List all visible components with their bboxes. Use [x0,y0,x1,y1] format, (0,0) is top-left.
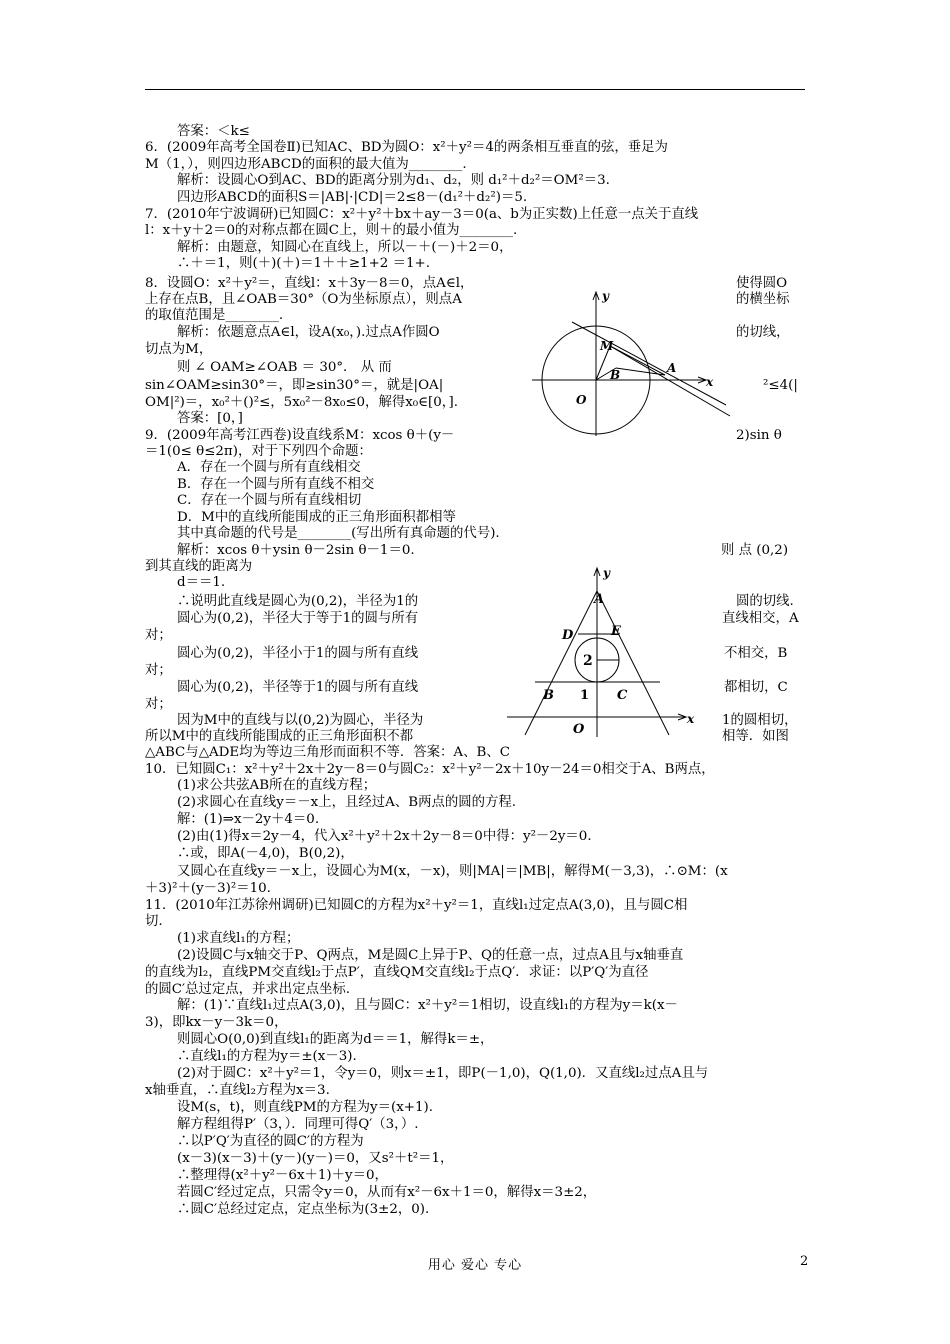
text-line: 解：(1)⇒x－2y＋4＝0. [177,812,320,827]
text-line: 的取值范围是________. [145,308,284,323]
label-b: B [610,368,621,382]
text-line: OM|²)＝，x₀²＋()²≤，5x₀²－8x₀≤0，解得x₀∈[0，]. [145,395,458,410]
text-line: 其中真命题的代号是________(写出所有真命题的代号). [177,526,500,541]
label-o: O [576,393,587,407]
label-x: x [706,375,714,389]
text-line: C．存在一个圆与所有直线相切 [177,493,362,508]
text-line: l：x＋y＋2＝0的对称点都在圆C上，则＋的最小值为________. [145,223,518,238]
text-line: (2)求圆心在直线y＝－x上，且经过A、B两点的圆的方程. [177,795,517,810]
text-line: 答案：[0，] [177,411,243,426]
text-line: 都相切，C [724,680,788,695]
text-line: ∴以P′Q′为直径的圆C′的方程为 [177,1134,364,1149]
text-line: 上存在点B，且∠OAB＝30°（O为坐标原点），则点A [145,292,462,307]
text-line: 若圆C′经过定点，只需令y＝0，从而有x²－6x＋1＝0，解得x＝3±2， [177,1185,597,1200]
text-line: ∴＋＝1，则(＋)(＋)＝1＋＋≥1+2 ＝1+. [177,256,430,271]
header-rule [145,89,805,90]
text-line: 2)sin θ [736,428,782,443]
text-line: (2)设圆C与x轴交于P、Q两点，M是圆C上异于P、Q的任意一点，过点A且与x轴垂直 [177,948,684,963]
text-line: 圆的切线. [736,594,794,609]
text-line: 的圆C′总过定点，并求出定点坐标. [145,982,351,997]
text-line: 因为M中的直线与以(0,2)为圆心，半径为 [177,713,424,728]
text-line: 1的圆相切， [722,713,798,728]
text-line: A．存在一个圆与所有直线相交 [177,460,361,475]
text-line: 四边形ABCD的面积S＝|AB|·|CD|＝2≤8－(d₁²＋d₂²)＝5. [177,190,528,205]
label-b: B [543,688,554,703]
text-line: (x－3)(x－3)＋(y－)(y－)＝0，又s²＋t²＝1， [177,1151,454,1166]
text-line: 6．(2009年高考全国卷Ⅱ)已知AC、BD为圆O：x²＋y²＝4的两条相互垂直的弦，垂足为 [145,140,668,155]
label-a: A [594,592,605,607]
text-line: 解析：设圆心O到AC、BD的距离分别为d₁、d₂，则 d₁²＋d₂²＝OM²＝3. [177,173,610,188]
text-line: ＝1(0≤ θ≤2π)，对于下列四个命题： [145,444,372,459]
text-line: 对； [145,697,172,712]
text-line: 使得圆O [736,276,788,291]
text-line: 9．(2009年高考江西卷)设直线系M：xcos θ＋(y－ [145,428,455,443]
text-line: ＋3)²＋(y－3)²＝10. [145,881,271,896]
text-line: 切. [145,914,163,929]
text-line: 则 点 (0,2) [721,543,789,558]
text-line: 圆心为(0,2)，半径大于等于1的圆与所有 [177,611,419,626]
text-line: ∴圆C′总经过定点，定点坐标为(3±2，0). [177,1202,430,1217]
text-line: 11．(2010年江苏徐州调研)已知圆C的方程为x²＋y²＝1，直线l₁过定点A(3,0)，且与圆C相 [145,898,688,913]
text-line: 解方程组得P′（3，）．同理可得Q′（3，）. [177,1117,419,1132]
label-x: x [687,712,695,726]
label-o: O [573,722,585,737]
label-d: D [562,628,574,643]
text-line: 对； [145,628,172,643]
label-y: y [603,566,610,580]
triangle-right-side [597,591,669,735]
text-line: 设M(s，t)，则直线PM的方程为y＝(x+1). [177,1100,433,1115]
text-line: 所以M中的直线所能围成的正三角形面积不都 [145,729,414,744]
page-number: 2 [800,1254,809,1269]
text-line: ∴说明此直线是圆心为(0,2)，半径为1的 [177,594,419,609]
text-line: 相等．如图 [722,729,789,744]
text-line: x轴垂直，∴直线l₂方程为x＝3. [145,1083,330,1098]
text-line: 的切线， [736,325,790,340]
text-line: 又圆心在直线y＝－x上，设圆心为M(x，－x)，则|MA|＝|MB|，解得M(－3,3)，∴⊙M：(x [177,864,728,879]
text-line: 解析：xcos θ＋ysin θ－2sin θ－1＝0. [177,543,415,558]
text-line: (2)由(1)得x＝2y－4，代入x²＋y²＋2x＋2y－8＝0中得：y²－2y＝0. [177,829,592,844]
text-line: (1)求直线l₁的方程； [177,931,300,946]
text-line: sin∠OAM≥sin30°＝，即≥sin30°＝，就是|OA| [145,378,444,393]
figure-triangle-circle [505,555,715,745]
label-1: 1 [580,688,590,703]
label-m: M [600,339,614,353]
text-line: ∴直线l₁的方程为y＝±(x－3). [177,1049,357,1064]
text-line: 则 ∠ OAM≥∠OAB ＝ 30°． 从 而 [177,360,392,375]
text-line: ²≤4(| [763,378,798,393]
label-y: y [602,289,609,303]
text-line: 7．(2010年宁波调研)已知圆C：x²＋y²＋bx＋ay－3＝0(a、b为正实数)上任意一点关于直线 [145,207,699,222]
text-line: 到其直线的距离为 [145,559,253,574]
label-c: C [617,688,628,703]
text-line: M（1，），则四边形ABCD的面积的最大值为________. [145,157,467,172]
text-line: 切点为M， [145,342,213,357]
text-line: 直线相交，A [722,611,799,626]
text-line: 对； [145,663,172,678]
text-line: ∴整理得(x²＋y²－6x＋1)＋y＝0， [177,1168,388,1183]
text-line: 的横坐标 [736,292,790,307]
label-e: E [611,624,621,639]
text-line: 解析：依题意点A∈l，设A(x₀，).过点A作圆O [177,325,440,340]
label-2: 2 [583,653,593,669]
text-line: 圆心为(0,2)，半径小于1的圆与所有直线 [177,646,419,661]
text-line: 解：(1)∵直线l₁过点A(3,0)，且与圆C：x²＋y²＝1相切，设直线l₁的方程为y＝k(x－ [177,998,678,1013]
text-line: (2)对于圆C：x²＋y²＝1，令y＝0，则x＝±1，即P(－1,0)，Q(1,0)．又直线l₂过点A且与 [177,1066,709,1081]
text-line: D．M中的直线所能围成的正三角形面积都相等 [177,510,456,525]
text-line: △ABC与△ADE均为等边三角形而面积不等．答案：A、B、C [145,745,510,760]
text-line: ∴或，即A(－4,0)，B(0,2)， [177,846,354,861]
text-line: d＝＝1. [177,575,226,590]
text-line: 的直线为l₂，直线PM交直线l₂于点P′，直线QM交直线l₂于点Q′．求证：以P′Q′为直径 [145,965,649,980]
figure-circle-tangent [530,280,740,438]
text-line: 则圆心O(0,0)到直线l₁的距离为d＝＝1，解得k＝±， [177,1032,494,1047]
text-line: 3)，即kx－y－3k＝0， [145,1015,288,1030]
text-line: B．存在一个圆与所有直线不相交 [177,477,375,492]
text-line: 答案：＜k≤ [177,124,250,139]
text-line: 圆心为(0,2)，半径等于1的圆与所有直线 [177,680,419,695]
page-footer: 用心 爱心 专心 [427,1258,523,1273]
text-line: (1)求公共弦AB所在的直线方程； [177,778,377,793]
text-line: 8．设圆O：x²＋y²＝，直线l：x＋3y－8＝0，点A∈l， [145,276,474,291]
label-a: A [667,361,677,375]
text-line: 解析：由题意，知圆心在直线上，所以－＋(－)＋2＝0， [177,240,513,255]
text-line: 不相交，B [724,646,788,661]
text-line: 10．已知圆C₁：x²＋y²＋2x＋2y－8＝0与圆C₂：x²＋y²－2x＋10y－24＝0相交于A、B两点， [145,762,715,777]
